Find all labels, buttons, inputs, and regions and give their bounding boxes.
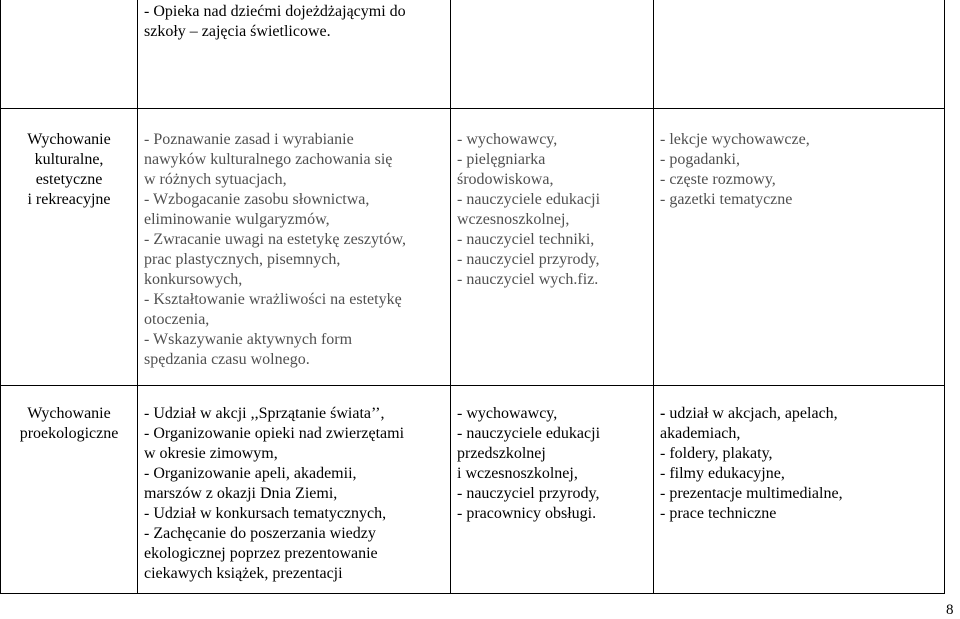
task-line: - Wzbogacanie zasobu słownictwa,	[144, 191, 370, 208]
responsible-line: - wychowawcy,	[457, 131, 558, 148]
area-line: kulturalne,	[34, 151, 104, 168]
forms-cell	[654, 0, 945, 109]
task-line: - Kształtowanie wrażliwości na estetykę	[144, 291, 402, 308]
task-line: w okresie zimowym,	[144, 445, 278, 462]
form-line: - lekcje wychowawcze,	[660, 131, 810, 148]
form-line	[660, 404, 938, 424]
area-cell	[1, 386, 138, 594]
area-cell	[1, 109, 138, 386]
form-text: udział w akcjach, apelach,	[665, 405, 838, 422]
responsible-line: - nauczyciele edukacji	[457, 425, 601, 442]
responsible-line: i wczesnoszkolnej,	[457, 465, 578, 482]
table-row-ecological	[1, 386, 945, 594]
responsible-line: wczesnoszkolnej,	[457, 211, 570, 228]
responsible-line: - nauczyciel przyrody,	[457, 251, 600, 268]
task-line: - Opieka nad dziećmi dojeżdżającymi do	[144, 3, 406, 20]
forms-cell	[654, 386, 945, 594]
responsible-line: - wychowawcy,	[457, 405, 558, 422]
tasks-cell	[138, 386, 451, 594]
responsible-line: środowiskowa,	[457, 171, 554, 188]
task-line: - Wskazywanie aktywnych form	[144, 331, 353, 348]
responsible-line: - nauczyciel techniki,	[457, 231, 595, 248]
task-line: otoczenia,	[144, 311, 210, 328]
responsible-line: - pielęgniarka	[457, 151, 546, 168]
area-line: estetyczne	[35, 171, 103, 188]
responsible-cell	[451, 0, 654, 109]
task-line: eliminowanie wulgaryzmów,	[144, 211, 330, 228]
form-line: - prace techniczne	[660, 505, 777, 522]
page-number: 8	[946, 602, 954, 618]
table-row-intro	[1, 0, 945, 109]
task-line: ekologicznej poprzez prezentowanie	[144, 545, 378, 562]
responsible-line: przedszkolnej	[457, 445, 546, 462]
responsible-line: - nauczyciele edukacji	[457, 191, 601, 208]
responsible-line: - nauczyciel przyrody,	[457, 485, 600, 502]
task-line: - Organizowanie opieki nad zwierzętami	[144, 425, 405, 442]
form-line: - filmy edukacyjne,	[660, 465, 785, 482]
tasks-cell	[138, 109, 451, 386]
form-line: - pogadanki,	[660, 151, 740, 168]
task-line: w różnych sytuacjach,	[144, 171, 287, 188]
task-line: - Poznawanie zasad i wyrabianie	[144, 131, 354, 148]
area-line: Wychowanie	[27, 131, 111, 148]
task-line: prac plastycznych, pisemnych,	[144, 251, 341, 268]
task-line: - Udział w konkursach tematycznych,	[144, 505, 387, 522]
task-line: - Zachęcanie do poszerzania wiedzy	[144, 525, 376, 542]
task-line: nawyków kulturalnego zachowania się	[144, 151, 393, 168]
responsible-line: - nauczyciel wych.fiz.	[457, 271, 599, 288]
responsible-line: - pracownicy obsługi.	[457, 505, 597, 522]
area-line: proekologiczne	[19, 425, 119, 442]
task-line: szkoły – zajęcia świetlicowe.	[144, 23, 331, 40]
form-line: - częste rozmowy,	[660, 171, 776, 188]
task-line: spędzania czasu wolnego.	[144, 351, 310, 368]
responsible-cell	[451, 386, 654, 594]
task-line: - Organizowanie apeli, akademii,	[144, 465, 357, 482]
forms-cell	[654, 109, 945, 386]
task-line: - Udział w akcji ,,Sprzątanie świata’’,	[144, 405, 385, 422]
area-line: Wychowanie	[27, 405, 111, 422]
area-line: i rekreacyjne	[27, 191, 111, 208]
form-bullet-bold: -	[660, 405, 666, 422]
form-line: - prezentacje multimedialne,	[660, 485, 843, 502]
task-line: konkursowych,	[144, 271, 243, 288]
task-line: - Zwracanie uwagi na estetykę zeszytów,	[144, 231, 406, 248]
table-row-cultural	[1, 109, 945, 386]
task-line: marszów z okazji Dnia Ziemi,	[144, 485, 338, 502]
tasks-cell	[138, 0, 451, 109]
form-line: - gazetki tematyczne	[660, 191, 793, 208]
task-line: ciekawych książek, prezentacji	[144, 565, 343, 582]
form-line: akademiach,	[660, 425, 741, 442]
area-cell	[1, 0, 138, 109]
responsible-cell	[451, 109, 654, 386]
form-line: - foldery, plakaty,	[660, 445, 773, 462]
